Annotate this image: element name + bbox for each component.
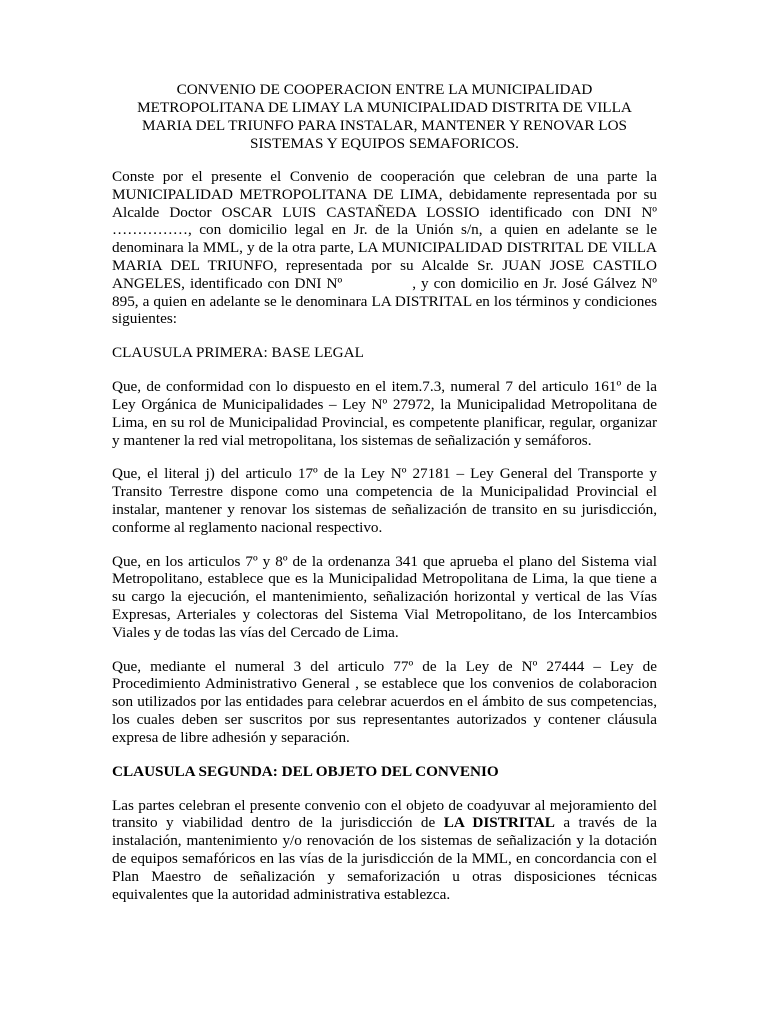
document-title (112, 81, 657, 153)
clause1-paragraph: Que, de conformidad con lo dispuesto en el item.7.3, numeral 7 del articulo 161º de la Ley Orgánica de Municipalidades – Ley Nº 27972, la Municipalidad Metropolitana de Lima, en su rol de Municipalidad Provincial, es competente planificar, regular, organizar y mantener la red vial metropolitana, los sistemas de señalización y semáforos. (112, 378, 657, 449)
clause2-bold-party: LA DISTRITAL (443, 814, 555, 832)
title-line: CONVENIO DE COOPERACION ENTRE LA MUNICIPALIDAD (176, 81, 593, 98)
intro-text-part2: , y con domicilio en Jr. José Gálvez Nº 895, a quien en adelante se le denominara LA DISTRITAL en los términos y condiciones siguientes: (112, 274, 657, 328)
clause1-paragraph: Que, mediante el numeral 3 del articulo 77º de la Ley de Nº 27444 – Ley de Procedimiento Administrativo General , se establece que los convenios de colaboracion son utilizados por las entidades para celebrar acuerdos en el ámbito de sus competencias, los cuales deben ser suscritos por sus representantes autorizados y contener cláusula expresa de libre adhesión y separación. (112, 657, 657, 746)
clause1-paragraph: Que, en los articulos 7º y 8º de la ordenanza 341 que aprueba el plano del Sistema vial Metropolitano, establece que es la Municipalidad Metropolitana de Lima, la que tiene a su cargo la ejecución, el mantenimiento, señalización horizontal y vertical de las Vías Expresas, Arteriales y colectoras del Sistema Vial Metropolitano, de los Intercambios Viales y de todas las vías del Cercado de Lima. (112, 552, 657, 641)
clause1-paragraph: Que, el literal j) del articulo 17º de la Ley Nº 27181 – Ley General del Transporte y Transito Terrestre dispone como una competencia de la Municipalidad Provincial el instalar, mantener y renovar los sistemas de señalización de transito en su jurisdicción, conforme al reglamento nacional respectivo. (112, 465, 657, 536)
clause2-paragraph (112, 797, 657, 904)
title-line: SISTEMAS Y EQUIPOS SEMAFORICOS. (250, 135, 519, 152)
document-page (112, 81, 657, 919)
clause1-heading: CLAUSULA PRIMERA: BASE LEGAL (112, 344, 364, 362)
clause2-text-part2: a través de la instalación, mantenimiento y/o renovación de los sistemas de señalización y la dotación de equipos semafóricos en las vías de la jurisdicción de la MML, en concordancia con el Plan Maestro de señalización y semaforización u otras disposiciones técnicas equivalentes que la autoridad administrativa establezca. (112, 814, 658, 903)
intro-paragraph (112, 168, 657, 328)
title-line: MARIA DEL TRIUNFO PARA INSTALAR, MANTENER Y RENOVAR LOS (142, 117, 627, 134)
clause2-text-part1: Las partes celebran el presente convenio con el objeto de coadyuvar al mejoramiento del transito y viabilidad dentro de la jurisdicción de (112, 796, 657, 832)
clause2-heading: CLAUSULA SEGUNDA: DEL OBJETO DEL CONVENIO (112, 762, 499, 780)
title-line: METROPOLITANA DE LIMAY LA MUNICIPALIDAD DISTRITA DE VILLA (137, 99, 632, 116)
intro-text-part1: Conste por el presente el Convenio de cooperación que celebran de una parte la MUNICIPALIDAD METROPOLITANA DE LIMA, debidamente representada por su Alcalde Doctor OSCAR LUIS CASTAÑEDA LOSSIO identificado con DNI Nº ……………, con domicilio legal en Jr. de la Unión s/n, a quien en adelante se le denominara la MML, y de la otra parte, LA MUNICIPALIDAD DISTRITAL DE VILLA MARIA DEL TRIUNFO, representada por su Alcalde Sr. JUAN JOSE CASTILO ANGELES, identificado con DNI Nº (112, 168, 657, 292)
